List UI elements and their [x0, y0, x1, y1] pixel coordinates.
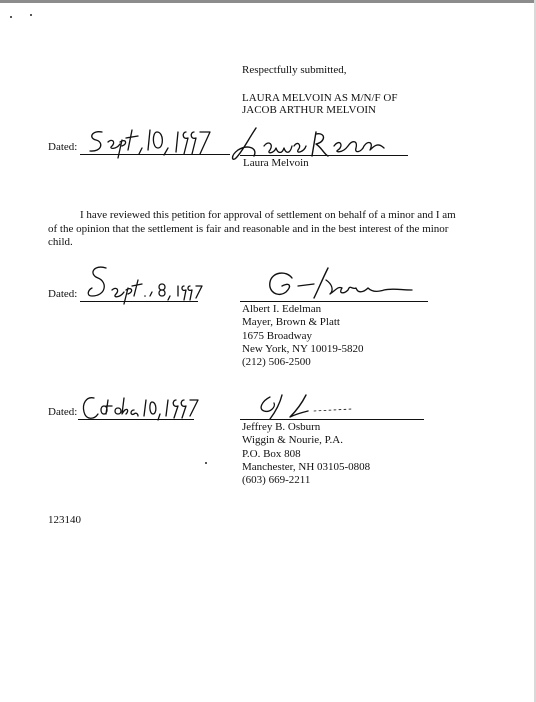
document-number: 123140: [48, 514, 81, 526]
signature-line: [240, 301, 428, 302]
attorney-statement: I have reviewed this petition for approval of settlement on behalf of a minor and I am of the opinion that the settlement is fair and reasonable and in the best interest of the minor child.: [48, 209, 456, 248]
attorney-address-2: Manchester, NH 03105-0808: [242, 461, 371, 473]
dated-label: Dated:: [48, 406, 78, 418]
dated-label: Dated:: [48, 288, 78, 300]
signature-line: [240, 419, 424, 420]
scan-speck: [205, 462, 207, 464]
petitioner-line-1: LAURA MELVOIN AS M/N/F OF: [242, 92, 398, 104]
attorney-address-1: P.O. Box 808: [242, 448, 301, 460]
handwritten-date-3: [80, 392, 200, 426]
attorney-firm: Mayer, Brown & Platt: [242, 316, 340, 328]
signature-line: [240, 155, 408, 156]
attorney-phone: (212) 506-2500: [242, 356, 311, 368]
dated-label: Dated:: [48, 141, 78, 153]
attorney-name: Albert I. Edelman: [242, 303, 322, 315]
scan-speck: [30, 14, 32, 16]
scan-speck: [10, 16, 12, 18]
closing-text: Respectfully submitted,: [242, 64, 347, 76]
handwritten-date-1: [82, 124, 232, 160]
attorney-firm: Wiggin & Nourie, P.A.: [242, 434, 343, 446]
attorney-address-2: New York, NY 10019-5820: [242, 343, 364, 355]
scan-top-edge: [0, 0, 536, 3]
attorney-name: Jeffrey B. Osburn: [242, 421, 321, 433]
signer-name: Laura Melvoin: [243, 157, 309, 169]
handwritten-date-2: [84, 262, 204, 306]
signature-albert-edelman: [252, 264, 432, 304]
attorney-phone: (603) 669-2211: [242, 474, 311, 486]
petitioner-line-2: JACOB ARTHUR MELVOIN: [242, 104, 377, 116]
attorney-address-1: 1675 Broadway: [242, 330, 312, 342]
